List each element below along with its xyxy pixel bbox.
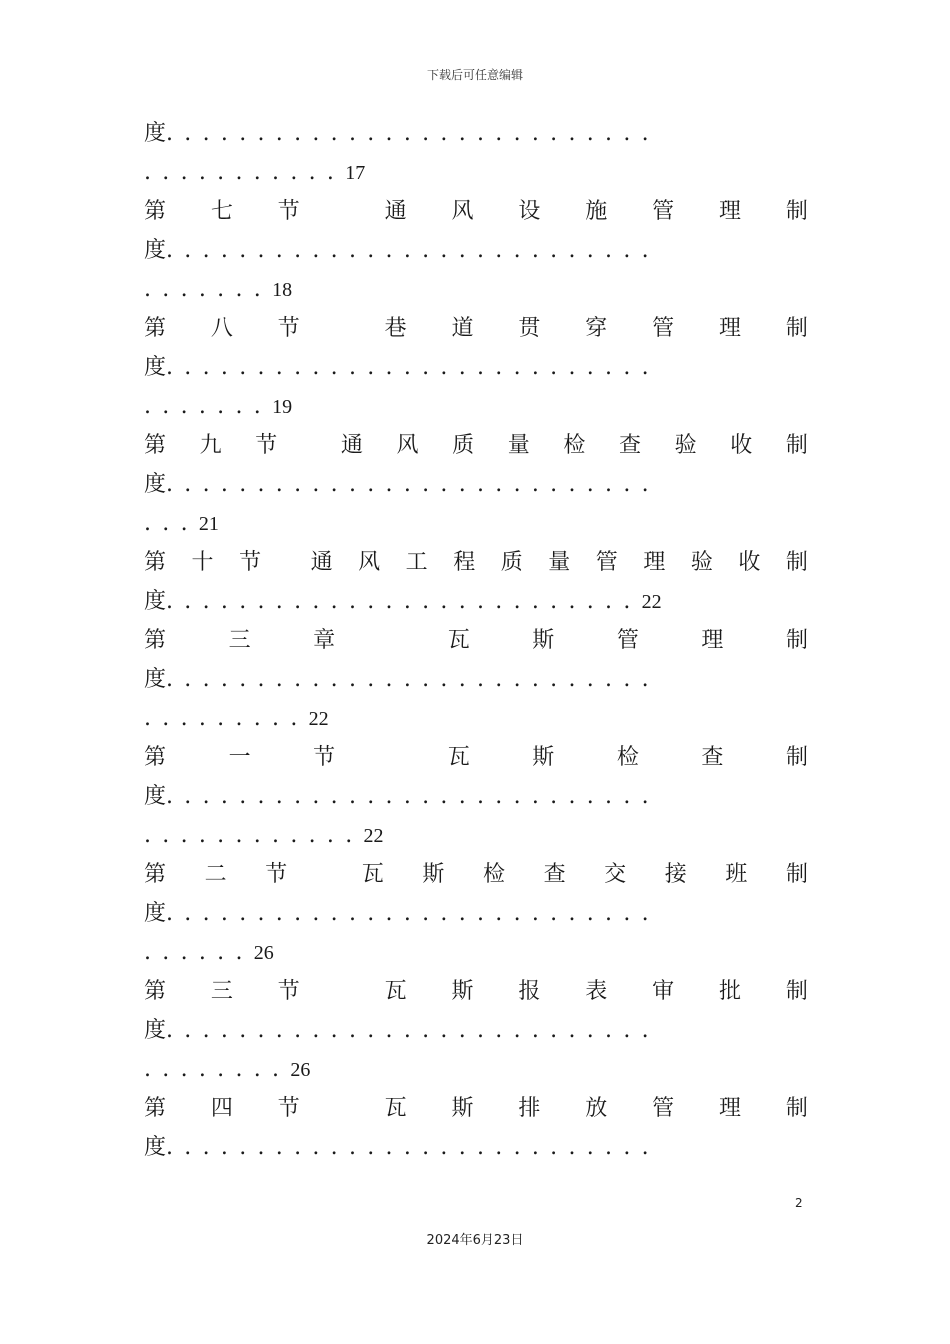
toc-char: 管: [652, 199, 675, 224]
toc-char: 理: [701, 628, 724, 653]
toc-char: 制: [785, 1096, 808, 1121]
toc-char: 管: [652, 1096, 675, 1121]
toc-line-page[interactable]: [144, 274, 808, 306]
toc-char: 制: [785, 628, 808, 653]
toc-line-page[interactable]: [144, 820, 808, 852]
toc-char: 节: [239, 550, 262, 575]
toc-word: 度: [144, 121, 167, 146]
toc-char: 贯: [518, 316, 541, 341]
toc-char: 二: [204, 862, 227, 887]
toc-char: 检: [482, 862, 505, 887]
toc-entry-title[interactable]: [144, 547, 808, 579]
toc-char: 批: [719, 979, 742, 1004]
toc-char: 八: [210, 316, 233, 341]
toc-leader-dots: ...........................: [166, 355, 660, 380]
toc-word: 度: [144, 667, 167, 692]
toc-char: 章: [313, 628, 336, 653]
toc-leader-dots: ...........................: [166, 472, 660, 497]
toc-char: 制: [785, 979, 808, 1004]
toc-word: 度: [144, 238, 167, 263]
toc-leader-dots: ......: [144, 940, 254, 965]
toc-leader-dots: ...........................: [166, 784, 660, 809]
toc-word: 度: [144, 1135, 167, 1160]
toc-leader-dots: ........: [144, 1057, 291, 1082]
toc-line-continuation: [144, 1015, 808, 1047]
toc-line-continuation: [144, 898, 808, 930]
toc-leader-dots: ..........................: [166, 589, 642, 614]
toc-char: 第: [144, 316, 167, 341]
toc-char: 通: [310, 550, 333, 575]
toc-leader-dots: ...........: [144, 160, 346, 185]
toc-leader-dots: .......: [144, 277, 273, 302]
toc-char: 排: [518, 1096, 541, 1121]
toc-line-page[interactable]: [144, 1054, 808, 1086]
toc-char: 节: [277, 979, 300, 1004]
toc-char: 斯: [532, 628, 555, 653]
toc-char: 交: [604, 862, 627, 887]
toc-char: 第: [144, 862, 167, 887]
toc-char: 接: [664, 862, 687, 887]
toc-entry-title[interactable]: [144, 313, 808, 345]
toc-line-continuation: [144, 469, 808, 501]
toc-char: 九: [199, 433, 222, 458]
toc-word: 度: [144, 784, 167, 809]
toc-char: 巷: [384, 316, 407, 341]
toc-char: 量: [548, 550, 571, 575]
toc-char: 验: [674, 433, 697, 458]
toc-char: 七: [210, 199, 233, 224]
toc-page-number: 21: [198, 513, 219, 535]
toc-char: 管: [595, 550, 618, 575]
toc-line-page[interactable]: [144, 586, 808, 618]
toc-char: 查: [619, 433, 642, 458]
toc-char: 管: [616, 628, 639, 653]
page-number: 2: [795, 1196, 803, 1210]
toc-entry-title[interactable]: [144, 976, 808, 1008]
toc-char: 风: [396, 433, 419, 458]
toc-char: 管: [652, 316, 675, 341]
toc-char: 斯: [532, 745, 555, 770]
toc-char: 第: [144, 433, 167, 458]
toc-page-number: 22: [641, 591, 662, 613]
toc-char: 节: [255, 433, 278, 458]
toc-char: 瓦: [447, 628, 470, 653]
toc-char: 第: [144, 550, 167, 575]
toc-char: 班: [725, 862, 748, 887]
toc-line-page[interactable]: [144, 391, 808, 423]
toc-line-continuation: [144, 664, 808, 696]
toc-line-continuation: [144, 1132, 808, 1164]
toc-leader-dots: .......: [144, 394, 273, 419]
toc-char: 风: [451, 199, 474, 224]
toc-char: 通: [340, 433, 363, 458]
toc-char: 节: [277, 1096, 300, 1121]
toc-leader-dots: ...........................: [166, 1018, 660, 1043]
toc-char: 斯: [451, 979, 474, 1004]
toc-char: 第: [144, 628, 167, 653]
toc-entry-title[interactable]: [144, 196, 808, 228]
toc-char: 道: [451, 316, 474, 341]
toc-char: 瓦: [384, 1096, 407, 1121]
toc-word: 度: [144, 472, 167, 497]
toc-line-continuation: [144, 235, 808, 267]
toc-line-page[interactable]: [144, 703, 808, 735]
toc-char: 理: [719, 316, 742, 341]
toc-char: 审: [652, 979, 675, 1004]
toc-char: 斯: [451, 1096, 474, 1121]
toc-char: 工: [405, 550, 428, 575]
toc-line-page[interactable]: [144, 937, 808, 969]
toc-char: 穿: [585, 316, 608, 341]
toc-line-continuation: [144, 118, 808, 150]
toc-char: 斯: [422, 862, 445, 887]
toc-word: 度: [144, 901, 167, 926]
toc-page-number: 17: [345, 162, 366, 184]
toc-char: 一: [228, 745, 251, 770]
toc-char: 施: [585, 199, 608, 224]
toc-char: 检: [563, 433, 586, 458]
toc-char: 表: [585, 979, 608, 1004]
toc-char: 十: [191, 550, 214, 575]
toc-page-number: 18: [272, 279, 293, 301]
toc-char: 节: [277, 199, 300, 224]
toc-leader-dots: ...........................: [166, 1135, 660, 1160]
toc-char: 三: [210, 979, 233, 1004]
toc-word: 度: [144, 1018, 167, 1043]
toc-char: 量: [507, 433, 530, 458]
footer-date: 2024年6月23日: [426, 1233, 524, 1248]
toc-word: 度: [144, 355, 167, 380]
toc-leader-dots: .........: [144, 706, 309, 731]
toc-char: 节: [277, 316, 300, 341]
toc-page-number: 22: [308, 708, 329, 730]
toc-line-continuation: [144, 781, 808, 813]
toc-page-number: 19: [272, 396, 293, 418]
toc-char: 制: [785, 745, 808, 770]
toc-char: 程: [453, 550, 476, 575]
toc-char: 质: [500, 550, 523, 575]
toc-char: 瓦: [384, 979, 407, 1004]
toc-leader-dots: ...........................: [166, 238, 660, 263]
toc-char: 第: [144, 979, 167, 1004]
toc-entry-title[interactable]: [144, 742, 808, 774]
toc-char: 质: [452, 433, 475, 458]
toc-entry-title[interactable]: [144, 430, 808, 462]
toc-char: 风: [358, 550, 381, 575]
toc-char: 收: [738, 550, 761, 575]
toc-char: 通: [384, 199, 407, 224]
toc-page-number: 26: [290, 1059, 311, 1081]
toc-leader-dots: ...........................: [166, 901, 660, 926]
toc-char: 报: [518, 979, 541, 1004]
toc-char: 制: [785, 316, 808, 341]
toc-char: 设: [518, 199, 541, 224]
toc-line-continuation: [144, 352, 808, 384]
toc-char: 检: [616, 745, 639, 770]
toc-char: 第: [144, 1096, 167, 1121]
toc-word: 度: [144, 589, 167, 614]
toc-char: 瓦: [361, 862, 384, 887]
toc-leader-dots: ............: [144, 823, 364, 848]
toc-entry-title[interactable]: [144, 859, 808, 891]
toc-char: 理: [719, 199, 742, 224]
toc-char: 节: [265, 862, 288, 887]
toc-leader-dots: ...........................: [166, 667, 660, 692]
toc-char: 瓦: [447, 745, 470, 770]
toc-char: 制: [785, 199, 808, 224]
toc-char: 理: [719, 1096, 742, 1121]
toc-char: 制: [785, 862, 808, 887]
toc-leader-dots: ...........................: [166, 121, 660, 146]
toc-char: 第: [144, 199, 167, 224]
toc-char: 理: [643, 550, 666, 575]
toc-line-page[interactable]: [144, 508, 808, 540]
toc-char: 制: [785, 550, 808, 575]
toc-char: 节: [313, 745, 336, 770]
toc-char: 放: [585, 1096, 608, 1121]
toc-char: 查: [543, 862, 566, 887]
toc-char: 制: [785, 433, 808, 458]
toc-char: 三: [228, 628, 251, 653]
toc-char: 查: [701, 745, 724, 770]
toc-page-number: 26: [253, 942, 274, 964]
toc-page-number: 22: [363, 825, 384, 847]
toc-line-page[interactable]: [144, 157, 808, 189]
toc-char: 验: [690, 550, 713, 575]
page-header: 下载后可任意编辑: [426, 68, 523, 82]
toc-chapter-title[interactable]: [144, 625, 808, 657]
toc-char: 四: [210, 1096, 233, 1121]
toc-char: 收: [730, 433, 753, 458]
toc-entry-title[interactable]: [144, 1093, 808, 1125]
toc-char: 第: [144, 745, 167, 770]
toc-leader-dots: ...: [144, 511, 199, 536]
